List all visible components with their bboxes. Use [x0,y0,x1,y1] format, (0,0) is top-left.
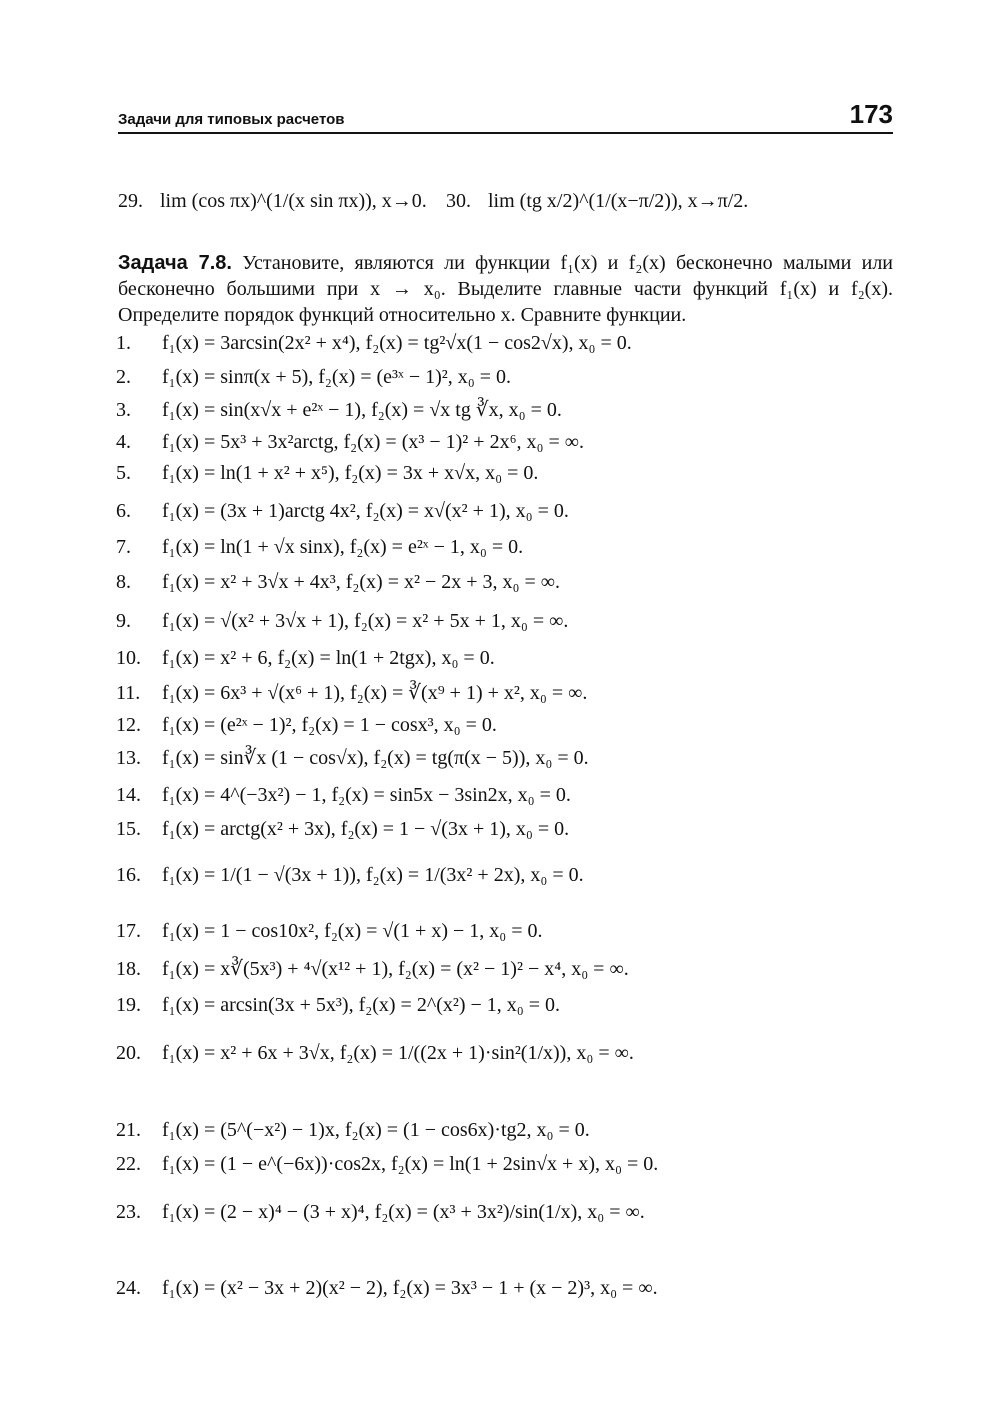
problem-number: 20. [116,1042,141,1064]
problem-expression: f₁(x) = 1/(1 − √(3x + 1)), f₂(x) = 1/(3x² + 2x), x₀ = 0. [162,864,584,886]
problem-number: 5. [116,462,131,484]
problem-number: 21. [116,1119,141,1141]
task-statement [118,250,893,328]
problem-22 [116,1153,658,1176]
problem-expression: lim (cos πx)^(1/(x sin πx)), x→0. [160,190,427,212]
problem-20 [116,1042,634,1065]
problem-expression: f₁(x) = ln(1 + √x sinx), f₂(x) = e²ˣ − 1, x₀ = 0. [162,536,524,558]
problem-17 [116,920,543,943]
header-title: Задачи для типовых расчетов [118,111,345,128]
problem-expression: f₁(x) = sin∛x (1 − cos√x), f₂(x) = tg(π(x − 5)), x₀ = 0. [162,747,589,769]
problem-expression: f₁(x) = 1 − cos10x², f₂(x) = √(1 + x) − 1, x₀ = 0. [162,920,543,942]
problem-expression: f₁(x) = (3x + 1)arctg 4x², f₂(x) = x√(x² + 1), x₀ = 0. [162,500,569,522]
problem-29 [118,190,427,213]
problem-number: 1. [116,332,131,354]
problem-number: 8. [116,571,131,593]
page-number: 173 [849,99,893,129]
problem-expression: f₁(x) = √(x² + 3√x + 1), f₂(x) = x² + 5x + 1, x₀ = ∞. [162,610,569,632]
problem-number: 15. [116,818,141,840]
problem-expression: f₁(x) = (e²ˣ − 1)², f₂(x) = 1 − cosx³, x₀ = 0. [162,714,497,736]
problem-number: 13. [116,747,141,769]
problem-number: 14. [116,784,141,806]
problem-13 [116,745,589,770]
problem-number: 12. [116,714,141,736]
problem-30 [446,190,748,213]
problem-expression: f₁(x) = sin(x√x + e²ˣ − 1), f₂(x) = √x tg ∛x, x₀ = 0. [162,399,562,421]
problem-expression: f₁(x) = 6x³ + √(x⁶ + 1), f₂(x) = ∛(x⁹ + 1) + x², x₀ = ∞. [162,682,588,704]
running-header [118,96,893,134]
problem-number: 19. [116,994,141,1016]
problem-number: 24. [116,1277,141,1299]
problem-19 [116,994,560,1017]
problem-10 [116,647,495,670]
problem-23 [116,1201,645,1224]
problem-number: 3. [116,399,131,421]
problem-number: 29. [118,190,143,212]
problem-expression: f₁(x) = 3arcsin(2x² + x⁴), f₂(x) = tg²√x(1 − cos2√x), x₀ = 0. [162,332,632,354]
problem-expression: f₁(x) = 4^(−3x²) − 1, f₂(x) = sin5x − 3sin2x, x₀ = 0. [162,784,571,806]
problem-expression: f₁(x) = sinπ(x + 5), f₂(x) = (e³ˣ − 1)², x₀ = 0. [162,366,512,388]
problem-expression: f₁(x) = x² + 6, f₂(x) = ln(1 + 2tgx), x₀ = 0. [162,647,495,669]
problem-12 [116,714,497,737]
problem-number: 30. [446,190,471,212]
problem-21 [116,1119,590,1142]
problem-7 [116,536,523,559]
problem-number: 18. [116,958,141,980]
problem-4 [116,431,584,454]
problem-number: 9. [116,610,131,632]
problem-24 [116,1277,658,1300]
problem-number: 10. [116,647,141,669]
problem-2 [116,366,511,389]
problem-number: 7. [116,536,131,558]
problem-expression: f₁(x) = x² + 6x + 3√x, f₂(x) = 1/((2x + 1)·sin²(1/x)), x₀ = ∞. [162,1042,634,1064]
problem-expression: f₁(x) = x² + 3√x + 4x³, f₂(x) = x² − 2x + 3, x₀ = ∞. [162,571,561,593]
problem-expression: f₁(x) = (1 − e^(−6x))·cos2x, f₂(x) = ln(1 + 2sin√x + x), x₀ = 0. [162,1153,659,1175]
problem-number: 4. [116,431,131,453]
problem-16 [116,864,584,887]
problem-18 [116,956,629,981]
task-label: Задача 7.8. [118,252,232,274]
problem-expression: f₁(x) = (5^(−x²) − 1)x, f₂(x) = (1 − cos6x)·tg2, x₀ = 0. [162,1119,590,1141]
problem-11 [116,680,587,705]
problem-number: 6. [116,500,131,522]
problem-number: 2. [116,366,131,388]
problem-3 [116,397,562,422]
problem-5 [116,462,538,485]
problem-number: 16. [116,864,141,886]
problem-expression: f₁(x) = ln(1 + x² + x⁵), f₂(x) = 3x + x√x, x₀ = 0. [162,462,539,484]
problem-15 [116,818,569,841]
problem-expression: f₁(x) = (2 − x)⁴ − (3 + x)⁴, f₂(x) = (x³ + 3x²)/sin(1/x), x₀ = ∞. [162,1201,645,1223]
problem-6 [116,500,569,523]
problem-number: 22. [116,1153,141,1175]
problem-number: 17. [116,920,141,942]
problem-expression: f₁(x) = (x² − 3x + 2)(x² − 2), f₂(x) = 3x³ − 1 + (x − 2)³, x₀ = ∞. [162,1277,658,1299]
problem-14 [116,784,571,807]
problem-number: 23. [116,1201,141,1223]
problem-8 [116,571,560,594]
problem-expression: lim (tg x/2)^(1/(x−π/2)), x→π/2. [488,190,749,212]
problem-9 [116,610,568,633]
problem-number: 11. [116,682,141,704]
problem-expression: f₁(x) = 5x³ + 3x²arctg, f₂(x) = (x³ − 1)² + 2x⁶, x₀ = ∞. [162,431,585,453]
problem-expression: f₁(x) = arctg(x² + 3x), f₂(x) = 1 − √(3x + 1), x₀ = 0. [162,818,570,840]
problem-expression: f₁(x) = arcsin(3x + 5x³), f₂(x) = 2^(x²) − 1, x₀ = 0. [162,994,561,1016]
problem-1 [116,332,632,355]
task-text: Установите, являются ли функции f₁(x) и f₂(x) бесконечно малыми или бесконечно большими при x → x₀. Выделите главные части функций f₁(x) и f₂(x). Определите порядок функций относительно x. Сравните функции. [118,252,893,326]
problem-expression: f₁(x) = x∛(5x³) + ⁴√(x¹² + 1), f₂(x) = (x² − 1)² − x⁴, x₀ = ∞. [162,958,629,980]
